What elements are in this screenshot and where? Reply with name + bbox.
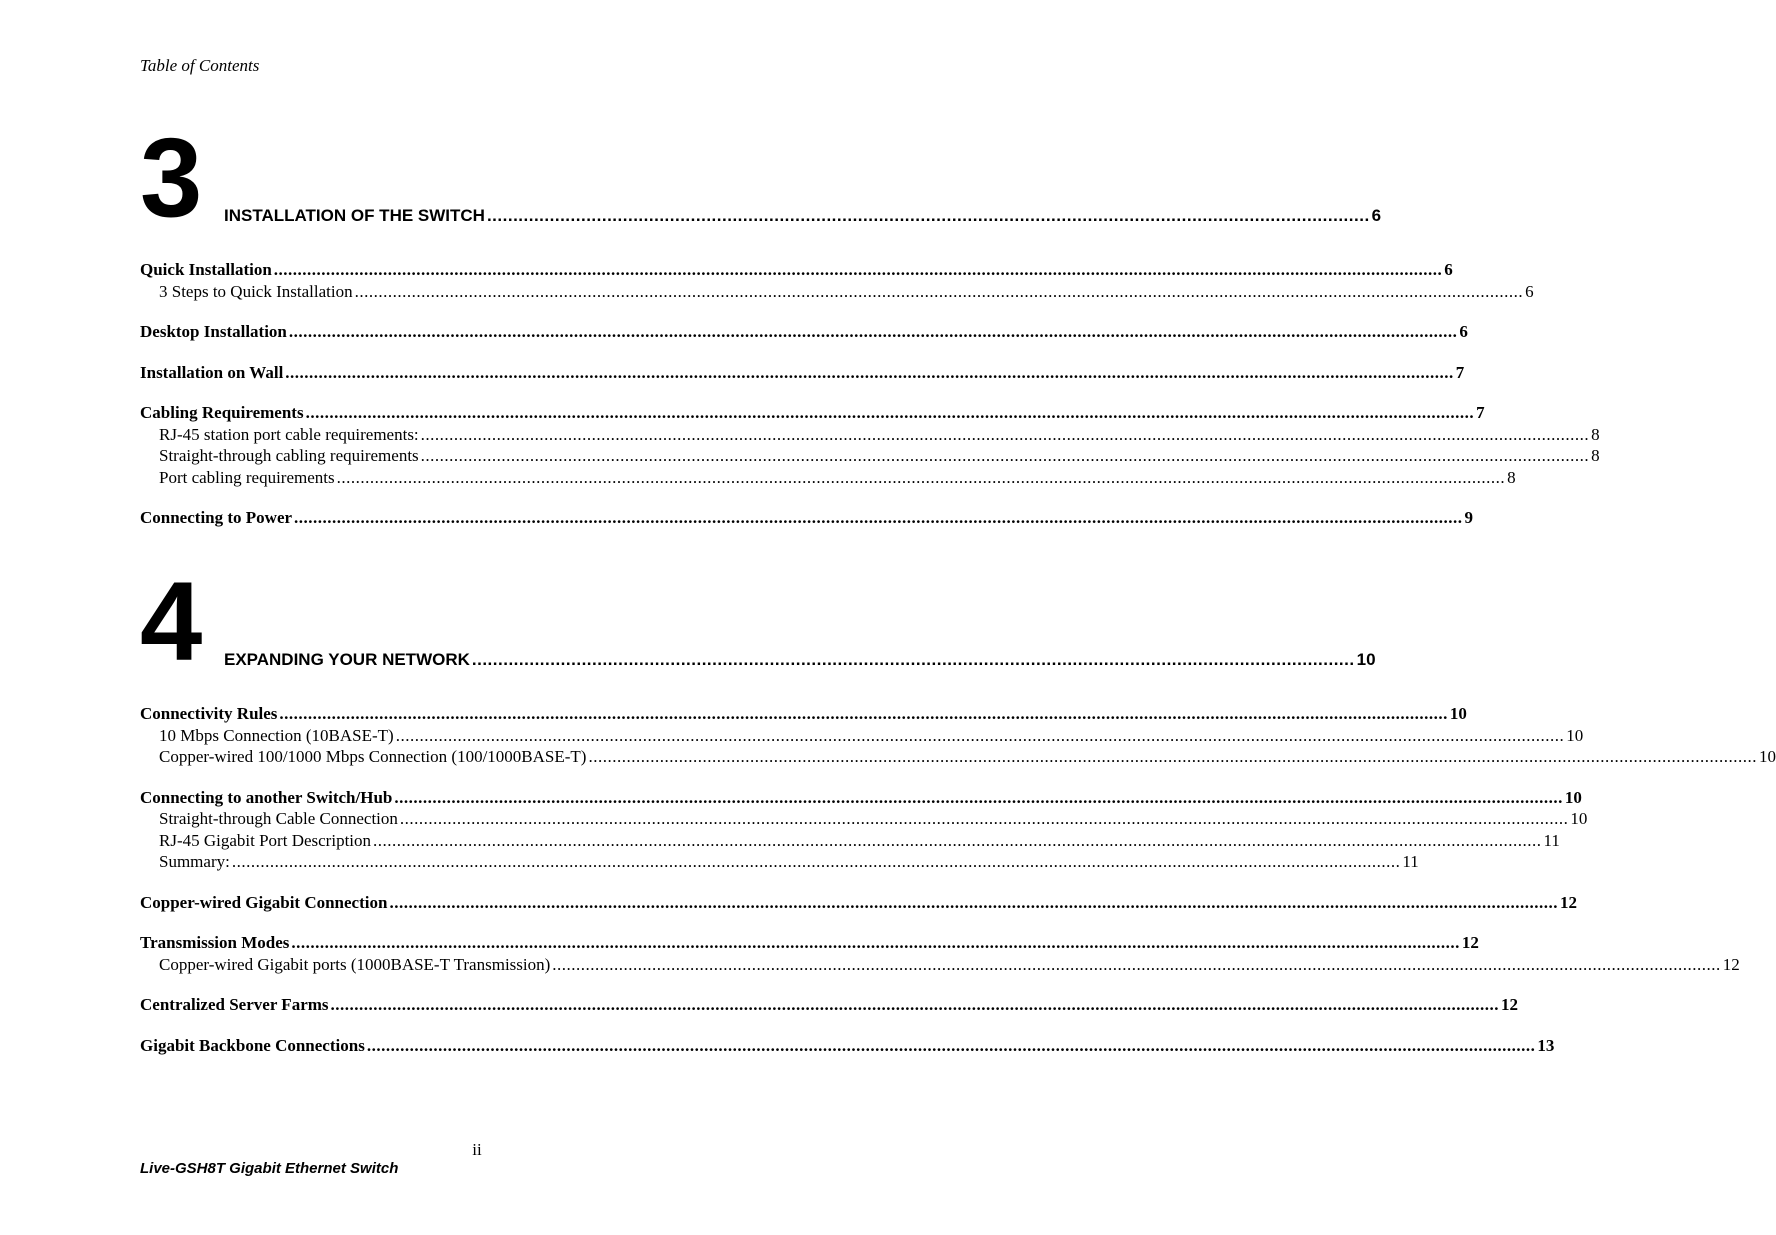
toc-entry[interactable]: RJ-45 station port cable requirements: ...................................................................................................................................................................................................................................................... 8 [159, 424, 1600, 444]
toc-entry[interactable]: Installation on Wall ...................................................................................................................................................................................................................................................... 7 [140, 362, 1465, 382]
toc-entry[interactable]: Straight-through Cable Connection ...................................................................................................................................................................................................................................................... 10 [159, 809, 1588, 828]
dot-leader: ...................................................................................................................................................................................................................................................... [231, 852, 1401, 871]
dot-leader: ...................................................................................................................................................................................................................................................... [330, 995, 1500, 1014]
dot-leader: ...................................................................................................................................................................................................................................................... [399, 809, 1569, 828]
chapter-title: EXPANDING YOUR NETWORK [224, 650, 470, 669]
toc-entry[interactable]: Quick Installation ...................................................................................................................................................................................................................................................... 6 [140, 260, 1453, 279]
toc-entry[interactable]: Copper-wired 100/1000 Mbps Connection (100/1000BASE-T) ...................................................................................................................................................................................................................................................... 10 [159, 747, 1776, 766]
dot-leader: ...................................................................................................................................................................................................................................................... [389, 892, 1558, 912]
chapter-number: 3 [140, 115, 203, 240]
dot-leader: ...................................................................................................................................................................................................................................................... [279, 704, 1448, 723]
chapter-page: 6 [1371, 206, 1382, 225]
dot-leader: ...................................................................................................................................................................................................................................................... [336, 467, 1506, 487]
dot-leader: ...................................................................................................................................................................................................................................................... [285, 362, 1454, 382]
dot-leader: ......................................................................................................................................................................... [471, 650, 1355, 669]
page-number: ii [472, 1140, 482, 1159]
dot-leader: ...................................................................................................................................................................................................................................................... [395, 725, 1565, 745]
dot-leader: ...................................................................................................................................................................................................................................................... [273, 260, 1443, 279]
chapter-title-line[interactable] [224, 206, 1382, 226]
dot-leader: ...................................................................................................................................................................................................................................................... [291, 933, 1460, 952]
toc-entry[interactable]: Copper-wired Gigabit Connection ...................................................................................................................................................................................................................................................... 12 [140, 892, 1577, 912]
toc-entry[interactable]: Copper-wired Gigabit ports (1000BASE-T Transmission) ...................................................................................................................................................................................................................................................... 12 [159, 954, 1740, 974]
chapter-number: 4 [140, 559, 203, 684]
toc-entry[interactable]: Transmission Modes ...................................................................................................................................................................................................................................................... 12 [140, 933, 1479, 952]
dot-leader: ...................................................................................................................................................................................................................................................... [288, 322, 1458, 341]
toc-entry[interactable]: Desktop Installation ...................................................................................................................................................................................................................................................... 6 [140, 322, 1468, 341]
chapter-3-entries [140, 260, 1600, 530]
toc-entry[interactable]: Connecting to another Switch/Hub ...................................................................................................................................................................................................................................................... 10 [140, 787, 1582, 807]
dot-leader: ...................................................................................................................................................................................................................................................... [588, 747, 1757, 766]
dot-leader: ...................................................................................................................................................................................................................................................... [294, 508, 1463, 527]
toc-entry[interactable]: Port cabling requirements ...................................................................................................................................................................................................................................................... 8 [159, 467, 1516, 487]
toc-entry[interactable]: Connectivity Rules ...................................................................................................................................................................................................................................................... 10 [140, 704, 1467, 723]
dot-leader: ...................................................................................................................................................................................................................................................... [366, 1035, 1536, 1055]
dot-leader: ...................................................................................................................................................................................................................................................... [373, 830, 1542, 850]
toc-entry[interactable]: RJ-45 Gigabit Port Description ...................................................................................................................................................................................................................................................... 11 [159, 830, 1560, 850]
chapter-page: 10 [1356, 650, 1376, 669]
dot-leader: ...................................................................................................................................................................................................................................................... [420, 446, 1590, 465]
running-footer: Live-GSH8T Gigabit Ethernet Switch [140, 1160, 399, 1177]
dot-leader: ......................................................................................................................................................................... [486, 206, 1370, 225]
dot-leader: ...................................................................................................................................................................................................................................................... [552, 954, 1721, 974]
toc-entry[interactable]: Centralized Server Farms ...................................................................................................................................................................................................................................................... 12 [140, 995, 1519, 1014]
chapter-3-heading [140, 115, 1382, 240]
running-header: Table of Contents [140, 56, 260, 75]
dot-leader: ...................................................................................................................................................................................................................................................... [420, 424, 1590, 444]
dot-leader: ...................................................................................................................................................................................................................................................... [354, 281, 1524, 301]
dot-leader: ...................................................................................................................................................................................................................................................... [305, 403, 1475, 422]
toc-entry[interactable]: Connecting to Power ...................................................................................................................................................................................................................................................... 9 [140, 508, 1474, 527]
toc-entry[interactable]: 3 Steps to Quick Installation ...................................................................................................................................................................................................................................................... 6 [159, 281, 1534, 301]
toc-entry[interactable]: Cabling Requirements ...................................................................................................................................................................................................................................................... 7 [140, 403, 1485, 422]
chapter-title: INSTALLATION OF THE SWITCH [224, 206, 485, 225]
toc-entry[interactable]: Straight-through cabling requirements ...................................................................................................................................................................................................................................................... 8 [159, 446, 1600, 465]
toc-entry[interactable]: Summary: ...................................................................................................................................................................................................................................................... 11 [159, 852, 1419, 871]
toc-entry[interactable]: 10 Mbps Connection (10BASE-T) ...................................................................................................................................................................................................................................................... 10 [159, 725, 1584, 745]
chapter-4-heading [140, 559, 1376, 684]
chapter-4-entries [140, 704, 1776, 1057]
toc-entry[interactable]: Gigabit Backbone Connections ...................................................................................................................................................................................................................................................... 13 [140, 1035, 1555, 1055]
dot-leader: ...................................................................................................................................................................................................................................................... [394, 787, 1563, 807]
chapter-title-line[interactable] [224, 650, 1376, 670]
